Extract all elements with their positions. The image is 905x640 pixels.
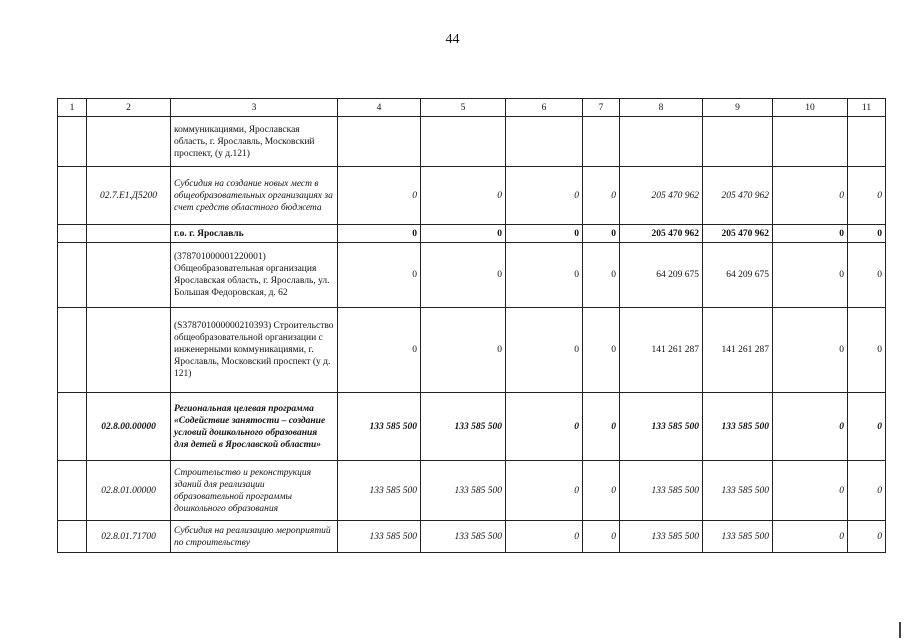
- value-cell: 133 585 500: [703, 461, 773, 521]
- value-cell: 0: [506, 521, 583, 553]
- column-header: 6: [506, 99, 583, 117]
- value-cell: 205 470 962: [703, 225, 773, 243]
- budget-code-cell: [87, 117, 171, 167]
- value-cell: 0: [773, 393, 848, 461]
- col1-cell: [58, 225, 87, 243]
- value-cell: [620, 117, 703, 167]
- value-cell: 133 585 500: [338, 461, 421, 521]
- value-cell: 0: [506, 308, 583, 393]
- table-header-row: [58, 99, 886, 117]
- value-cell: 141 261 287: [703, 308, 773, 393]
- value-cell: 0: [773, 167, 848, 225]
- column-header: 10: [773, 99, 848, 117]
- table-row: [58, 225, 886, 243]
- budget-code-cell: 02.7.E1.Д5200: [87, 167, 171, 225]
- col1-cell: [58, 243, 87, 308]
- item-name-cell: Региональная целевая программа «Содействие занятости – создание условий дошкольного образования для детей в Ярославской области»: [171, 393, 338, 461]
- value-cell: 0: [583, 393, 620, 461]
- col1-cell: [58, 308, 87, 393]
- value-cell: 0: [583, 308, 620, 393]
- item-name-cell: г.о. г. Ярославль: [171, 225, 338, 243]
- item-name-cell: Строительство и реконструкция зданий для реализации образовательной программы дошкольного образования: [171, 461, 338, 521]
- column-header: 8: [620, 99, 703, 117]
- value-cell: [421, 117, 506, 167]
- value-cell: 0: [773, 521, 848, 553]
- value-cell: 0: [773, 243, 848, 308]
- value-cell: 133 585 500: [620, 521, 703, 553]
- table-row: [58, 117, 886, 167]
- value-cell: 0: [583, 243, 620, 308]
- value-cell: 0: [848, 461, 886, 521]
- value-cell: 0: [848, 308, 886, 393]
- column-header: 11: [848, 99, 886, 117]
- value-cell: [703, 117, 773, 167]
- column-header: 7: [583, 99, 620, 117]
- value-cell: 0: [583, 461, 620, 521]
- col1-cell: [58, 167, 87, 225]
- scan-edge-mark: [899, 622, 901, 638]
- table-row: [58, 521, 886, 553]
- value-cell: 205 470 962: [620, 167, 703, 225]
- value-cell: 0: [506, 243, 583, 308]
- value-cell: 205 470 962: [703, 167, 773, 225]
- item-name-cell: Субсидия на реализацию мероприятий по строительству: [171, 521, 338, 553]
- item-name-cell: (S378701000000210393) Строительство общеобразовательной организации с инженерными коммуникациями, г. Ярославль, Московский проспект (у д. 121): [171, 308, 338, 393]
- value-cell: 133 585 500: [703, 393, 773, 461]
- budget-code-cell: 02.8.00.00000: [87, 393, 171, 461]
- value-cell: [583, 117, 620, 167]
- value-cell: 0: [338, 243, 421, 308]
- item-name-cell: Субсидия на создание новых мест в общеобразовательных организациях за счет средств областного бюджета: [171, 167, 338, 225]
- value-cell: 133 585 500: [421, 521, 506, 553]
- table-row: [58, 308, 886, 393]
- value-cell: 133 585 500: [703, 521, 773, 553]
- value-cell: 0: [583, 521, 620, 553]
- page-number: 44: [445, 32, 460, 47]
- value-cell: 0: [848, 521, 886, 553]
- item-name-cell: (378701000001220001) Общеобразовательная организация Ярославская область, г. Ярославль, ул. Большая Федоровская, д. 62: [171, 243, 338, 308]
- value-cell: 0: [338, 308, 421, 393]
- value-cell: 141 261 287: [620, 308, 703, 393]
- col1-cell: [58, 521, 87, 553]
- budget-code-cell: [87, 243, 171, 308]
- value-cell: 0: [848, 225, 886, 243]
- value-cell: 133 585 500: [620, 461, 703, 521]
- col1-cell: [58, 393, 87, 461]
- table-row: [58, 243, 886, 308]
- budget-code-cell: 02.8.01.00000: [87, 461, 171, 521]
- value-cell: 0: [848, 393, 886, 461]
- value-cell: 0: [421, 225, 506, 243]
- item-name-cell: коммуникациями, Ярославская область, г. Ярославль, Московский проспект, (у д.121): [171, 117, 338, 167]
- value-cell: 0: [773, 461, 848, 521]
- budget-code-cell: [87, 308, 171, 393]
- value-cell: 0: [506, 393, 583, 461]
- column-header: 1: [58, 99, 87, 117]
- column-header: 4: [338, 99, 421, 117]
- value-cell: 133 585 500: [421, 461, 506, 521]
- budget-code-cell: [87, 225, 171, 243]
- value-cell: 0: [583, 167, 620, 225]
- column-header: 5: [421, 99, 506, 117]
- value-cell: [773, 117, 848, 167]
- value-cell: 0: [848, 167, 886, 225]
- value-cell: 133 585 500: [338, 521, 421, 553]
- value-cell: 133 585 500: [620, 393, 703, 461]
- column-header: 3: [171, 99, 338, 117]
- value-cell: 0: [506, 167, 583, 225]
- budget-table: [57, 98, 886, 553]
- value-cell: 0: [506, 225, 583, 243]
- value-cell: [848, 117, 886, 167]
- column-header: 2: [87, 99, 171, 117]
- value-cell: 0: [773, 308, 848, 393]
- value-cell: 133 585 500: [421, 393, 506, 461]
- column-header: 9: [703, 99, 773, 117]
- budget-code-cell: 02.8.01.71700: [87, 521, 171, 553]
- value-cell: 0: [421, 243, 506, 308]
- value-cell: 0: [848, 243, 886, 308]
- table-row: [58, 461, 886, 521]
- value-cell: 133 585 500: [338, 393, 421, 461]
- value-cell: 64 209 675: [620, 243, 703, 308]
- value-cell: [506, 117, 583, 167]
- table-row: [58, 167, 886, 225]
- value-cell: 64 209 675: [703, 243, 773, 308]
- value-cell: [338, 117, 421, 167]
- value-cell: 205 470 962: [620, 225, 703, 243]
- value-cell: 0: [506, 461, 583, 521]
- value-cell: 0: [773, 225, 848, 243]
- col1-cell: [58, 117, 87, 167]
- value-cell: 0: [338, 225, 421, 243]
- value-cell: 0: [583, 225, 620, 243]
- col1-cell: [58, 461, 87, 521]
- value-cell: 0: [421, 167, 506, 225]
- value-cell: 0: [338, 167, 421, 225]
- table-row: [58, 393, 886, 461]
- value-cell: 0: [421, 308, 506, 393]
